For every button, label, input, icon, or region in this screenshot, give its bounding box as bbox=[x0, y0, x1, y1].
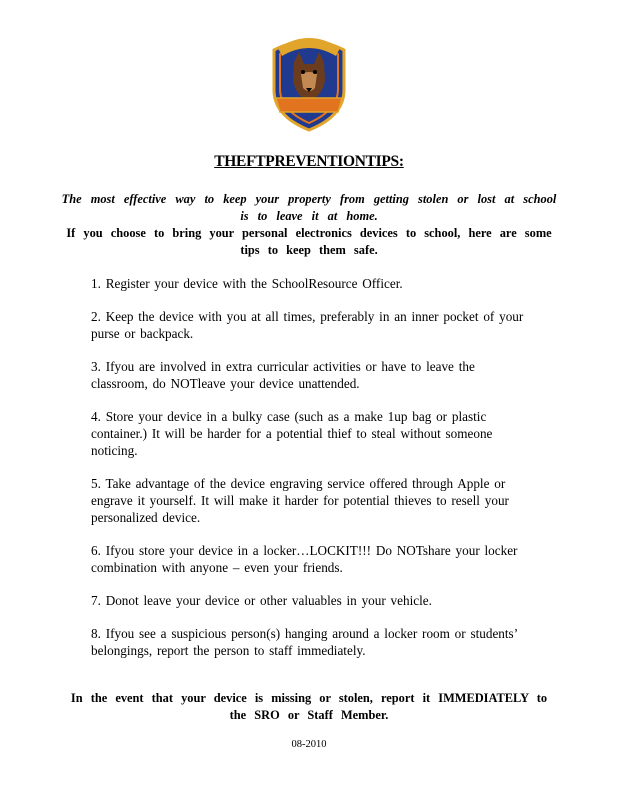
intro-paragraph bbox=[60, 191, 558, 259]
tip-item: 8. Ifyou see a suspicious person(s) hanging around a locker room or students’ belongings, report the person to staff immediately. bbox=[91, 626, 518, 658]
intro-italic-text: The most effective way to keep your property from getting stolen or lost at school is to leave it at home. bbox=[61, 192, 557, 223]
tip-item: 2. Keep the device with you at all times, preferably in an inner pocket of your purse or backpack. bbox=[91, 309, 524, 341]
crime-prevention-logo bbox=[268, 28, 350, 132]
tips-list bbox=[91, 275, 531, 675]
tip-item: 4. Store your device in a bulky case (such as a make 1up bag or plastic container.) It will be harder for a potential thief to steal without someone noticing. bbox=[91, 409, 493, 458]
closing-statement: In the event that your device is missing or stolen, report it IMMEDIATELY to the SRO or Staff Member. bbox=[70, 691, 548, 722]
intro-bold-text: If you choose to bring your personal electronics devices to school, here are some tips to keep them safe. bbox=[66, 226, 552, 257]
tip-item: 6. Ifyou store your device in a locker…LOCKIT!!! Do NOTshare your locker combination with anyone – even your friends. bbox=[91, 543, 518, 575]
document-date: 08-2010 bbox=[291, 739, 327, 750]
tip-item: 7. Donot leave your device or other valuables in your vehicle. bbox=[91, 593, 432, 608]
tip-item: 1. Register your device with the SchoolResource Officer. bbox=[91, 276, 403, 291]
page-title: THEFTPREVENTIONTIPS: bbox=[214, 153, 404, 170]
tip-item: 3. Ifyou are involved in extra curricular activities or have to leave the classroom, do NOTleave your device unattended. bbox=[91, 359, 475, 391]
police-dog-shield-icon bbox=[268, 28, 350, 132]
tip-item: 5. Take advantage of the device engraving service offered through Apple or engrave it yourself. It will make it harder for potential thieves to resell your personalized device. bbox=[91, 476, 509, 525]
